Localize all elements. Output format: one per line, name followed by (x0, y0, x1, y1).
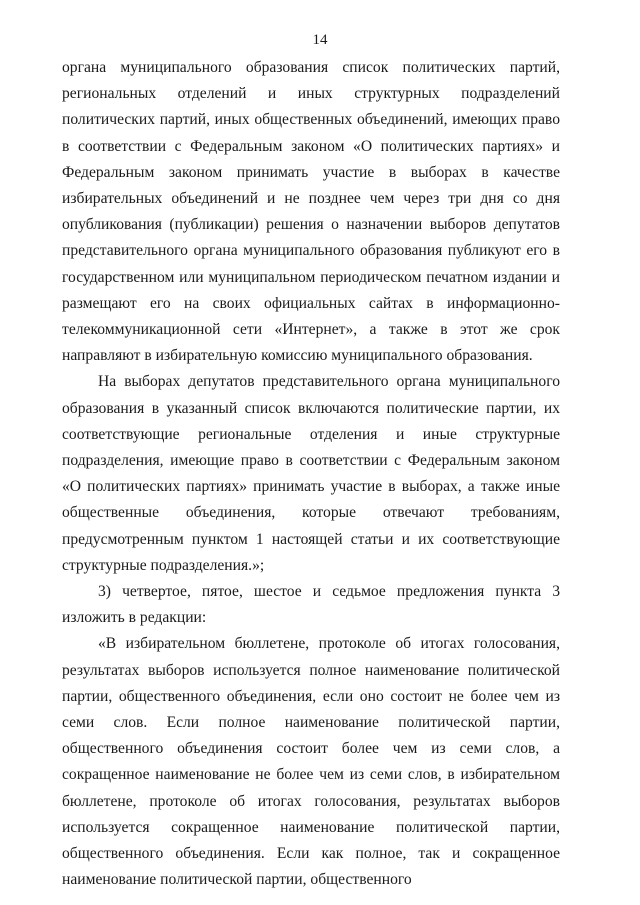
paragraph-amendment-text: «В избирательном бюллетене, протоколе об итогах голосования, результатах выборов используется полное наименование политической партии, общественного объединения, если оно состоит не более чем из семи слов. Если полное наименование политической партии, общественного объединения состоит более чем из семи слов, а сокращенное наименование не более чем из семи слов, в избирательном бюллетене, протоколе об итогах голосования, результатах выборов используется сокращенное наименование политической партии, общественного объединения. Если как полное, так и сокращенное наименование политической партии, общественного (62, 635, 560, 889)
paragraph-continuation: органа муниципального образования список политических партий, региональных отделений и иных структурных подразделений политических партий, иных общественных объединений, имеющих право в соответствии с Федеральным законом «О политических партиях» и Федеральным законом принимать участие в выборах в качестве избирательных объединений и не позднее чем через три дня со дня опубликования (публикации) решения о назначении выборов депутатов представительного органа муниципального образования публикуют его в государственном или муниципальном периодическом печатном издании и размещают его на своих официальных сайтах в информационно-телекоммуникационной сети «Интернет», а также в этот же срок направляют в избирательную комиссию муниципального образования. (62, 59, 560, 365)
page-number: 14 (312, 32, 328, 48)
paragraph-list-composition: На выборах депутатов представительного органа муниципального образования в указанный список включаются политические партии, их соответствующие региональные отделения и иные структурные подразделения, имеющие право в соответствии с Федеральным законом «О политических партиях» принимать участие в выборах, а также иные общественные объединения, которые отвечают требованиям, предусмотренным пунктом 1 настоящей статьи и их соответствующие структурные подразделения.»; (62, 373, 560, 574)
document-body (62, 55, 560, 894)
paragraph-amendment-item-3: 3) четвертое, пятое, шестое и седьмое предложения пункта 3 изложить в редакции: (62, 583, 560, 627)
